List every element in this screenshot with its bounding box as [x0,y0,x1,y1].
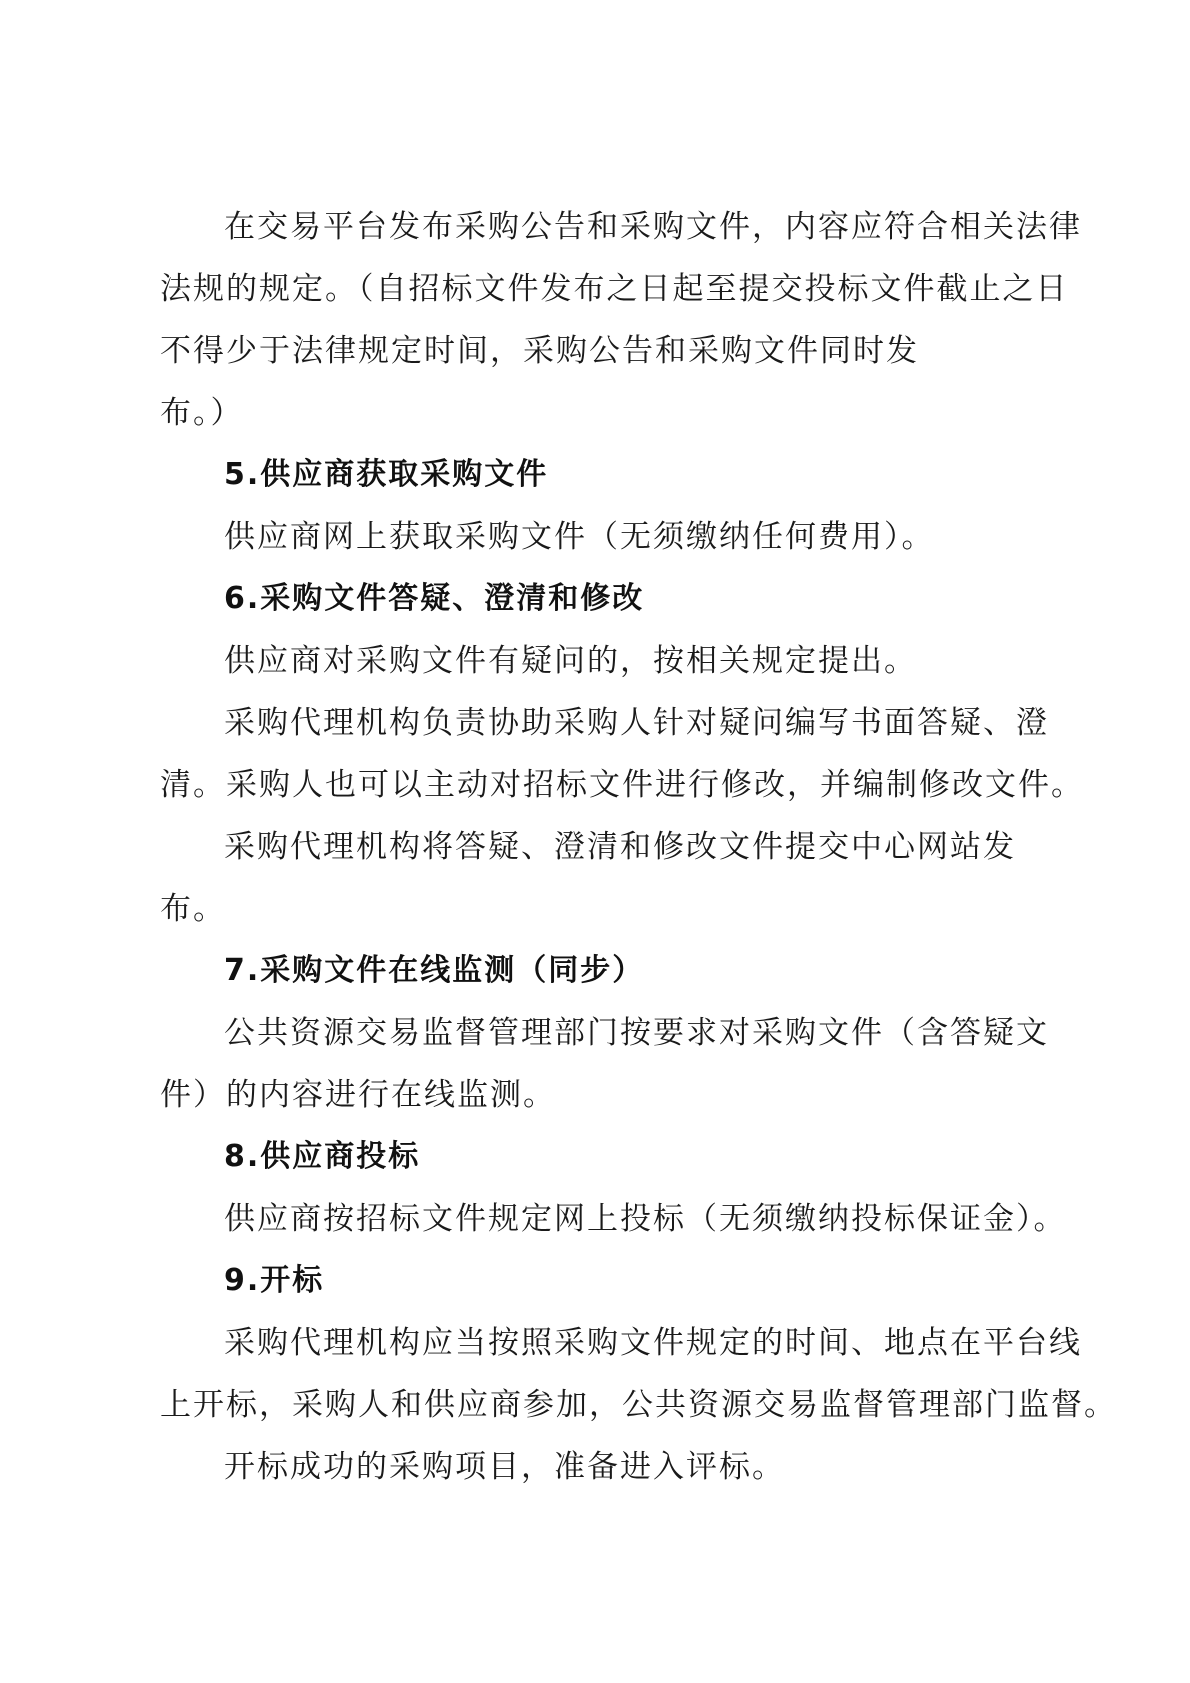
section-heading: 7.采购文件在线监测（同步） [224,953,645,988]
paragraph-line: 布。 [160,891,226,927]
paragraph-line: 供应商对采购文件有疑问的，按相关规定提出。 [224,643,917,679]
paragraph-line: 供应商按招标文件规定网上投标（无须缴纳投标保证金）。 [224,1201,1067,1237]
paragraph-line: 不得少于法律规定时间，采购公告和采购文件同时发 [160,333,919,369]
paragraph-line: 采购代理机构将答疑、澄清和修改文件提交中心网站发 [224,829,1016,865]
document-body [160,196,1117,1498]
paragraph-line: 件）的内容进行在线监测。 [160,1077,556,1113]
paragraph-line: 上开标，采购人和供应商参加，公共资源交易监督管理部门监督。 [160,1387,1117,1423]
section-heading: 8.供应商投标 [224,1139,421,1174]
paragraph-line: 公共资源交易监督管理部门按要求对采购文件（含答疑文 [224,1015,1049,1051]
paragraph-line: 在交易平台发布采购公告和采购文件，内容应符合相关法律 [224,209,1082,245]
paragraph-line: 法规的规定。（自招标文件发布之日起至提交投标文件截止之日 [160,271,1069,307]
paragraph-line: 采购代理机构应当按照采购文件规定的时间、地点在平台线 [224,1325,1082,1361]
section-heading: 5.供应商获取采购文件 [224,457,549,492]
paragraph-line: 清。采购人也可以主动对招标文件进行修改，并编制修改文件。 [160,767,1084,803]
section-heading: 6.采购文件答疑、澄清和修改 [224,581,645,616]
section-heading: 9.开标 [224,1263,325,1298]
paragraph-line: 开标成功的采购项目，准备进入评标。 [224,1449,785,1485]
paragraph-line: 采购代理机构负责协助采购人针对疑问编写书面答疑、澄 [224,705,1049,741]
paragraph-line: 供应商网上获取采购文件（无须缴纳任何费用）。 [224,519,935,555]
paragraph-line: 布。） [160,395,244,431]
